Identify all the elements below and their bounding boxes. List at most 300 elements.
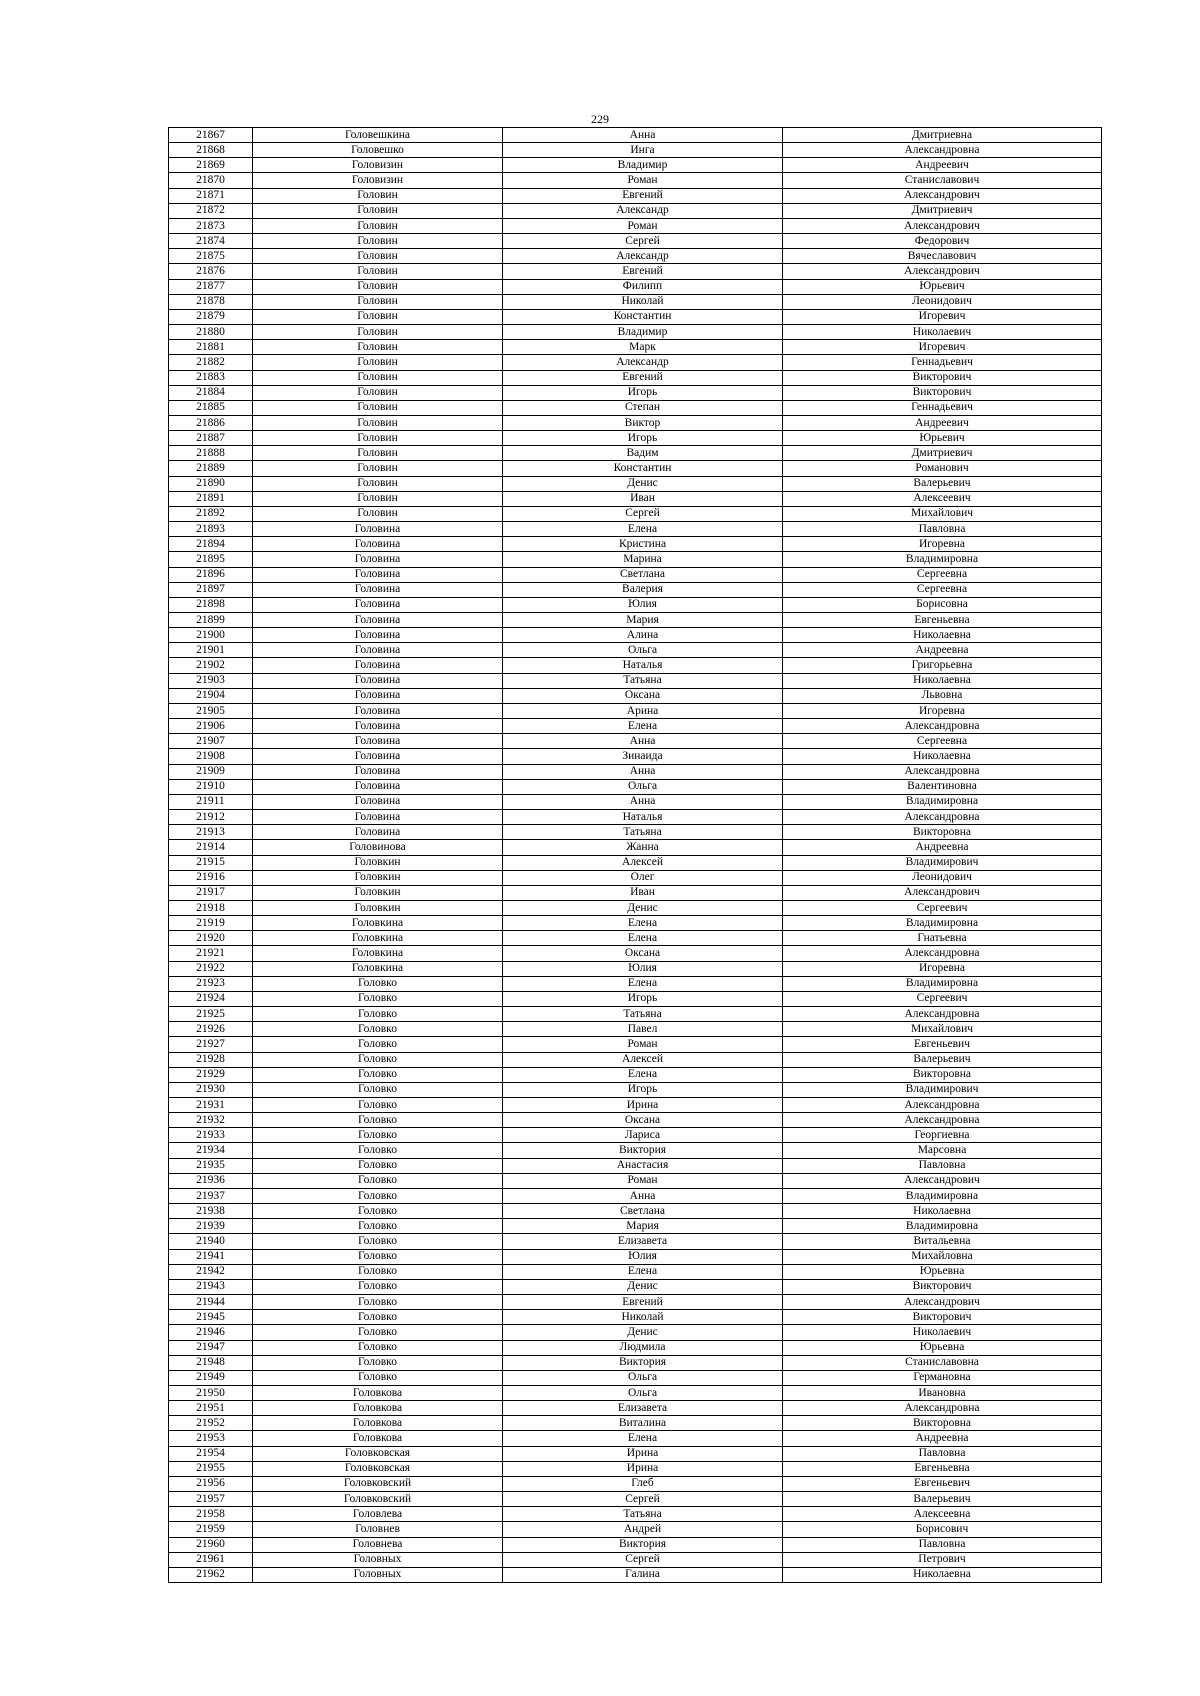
surname-cell: Головизин xyxy=(253,173,503,188)
first-name-cell: Мария xyxy=(503,1219,783,1234)
record-number-cell: 21936 xyxy=(169,1173,253,1188)
record-number-cell: 21948 xyxy=(169,1355,253,1370)
patronymic-cell: Львовна xyxy=(783,688,1102,703)
surname-cell: Головин xyxy=(253,415,503,430)
record-number-cell: 21876 xyxy=(169,264,253,279)
first-name-cell: Александр xyxy=(503,249,783,264)
patronymic-cell: Леонидович xyxy=(783,294,1102,309)
patronymic-cell: Александровна xyxy=(783,1113,1102,1128)
first-name-cell: Степан xyxy=(503,400,783,415)
table-row xyxy=(169,340,1102,355)
surname-cell: Головина xyxy=(253,537,503,552)
table-row xyxy=(169,840,1102,855)
first-name-cell: Оксана xyxy=(503,1113,783,1128)
first-name-cell: Алексей xyxy=(503,855,783,870)
patronymic-cell: Александрович xyxy=(783,1173,1102,1188)
record-number-cell: 21896 xyxy=(169,567,253,582)
record-number-cell: 21953 xyxy=(169,1431,253,1446)
table-row xyxy=(169,415,1102,430)
surname-cell: Головкова xyxy=(253,1401,503,1416)
record-number-cell: 21875 xyxy=(169,249,253,264)
record-number-cell: 21894 xyxy=(169,537,253,552)
first-name-cell: Юлия xyxy=(503,597,783,612)
record-number-cell: 21879 xyxy=(169,309,253,324)
patronymic-cell: Юрьевна xyxy=(783,1340,1102,1355)
patronymic-cell: Андреевич xyxy=(783,415,1102,430)
surname-cell: Головина xyxy=(253,582,503,597)
first-name-cell: Елена xyxy=(503,1067,783,1082)
surname-cell: Головко xyxy=(253,1234,503,1249)
patronymic-cell: Игоревна xyxy=(783,961,1102,976)
table-row xyxy=(169,491,1102,506)
surname-cell: Головко xyxy=(253,1067,503,1082)
record-number-cell: 21961 xyxy=(169,1552,253,1567)
record-number-cell: 21933 xyxy=(169,1128,253,1143)
surname-cell: Головковская xyxy=(253,1446,503,1461)
first-name-cell: Ольга xyxy=(503,779,783,794)
patronymic-cell: Гнатьевна xyxy=(783,931,1102,946)
surname-cell: Головина xyxy=(253,597,503,612)
patronymic-cell: Александровна xyxy=(783,1401,1102,1416)
surname-cell: Головкина xyxy=(253,916,503,931)
record-number-cell: 21935 xyxy=(169,1158,253,1173)
table-row xyxy=(169,582,1102,597)
surname-cell: Головко xyxy=(253,1158,503,1173)
record-number-cell: 21960 xyxy=(169,1537,253,1552)
first-name-cell: Анна xyxy=(503,794,783,809)
record-number-cell: 21932 xyxy=(169,1113,253,1128)
record-number-cell: 21899 xyxy=(169,613,253,628)
record-number-cell: 21868 xyxy=(169,143,253,158)
record-number-cell: 21904 xyxy=(169,688,253,703)
patronymic-cell: Павловна xyxy=(783,1537,1102,1552)
table-row xyxy=(169,203,1102,218)
table-row xyxy=(169,1401,1102,1416)
surname-cell: Головин xyxy=(253,431,503,446)
first-name-cell: Виктория xyxy=(503,1355,783,1370)
first-name-cell: Марина xyxy=(503,552,783,567)
surname-cell: Головнев xyxy=(253,1522,503,1537)
surname-cell: Головина xyxy=(253,764,503,779)
record-number-cell: 21917 xyxy=(169,885,253,900)
first-name-cell: Юлия xyxy=(503,1249,783,1264)
surname-cell: Головина xyxy=(253,749,503,764)
first-name-cell: Николай xyxy=(503,294,783,309)
first-name-cell: Ирина xyxy=(503,1098,783,1113)
surname-cell: Головина xyxy=(253,703,503,718)
surname-cell: Головин xyxy=(253,385,503,400)
surname-cell: Головкин xyxy=(253,900,503,915)
record-number-cell: 21937 xyxy=(169,1188,253,1203)
table-row xyxy=(169,173,1102,188)
surname-cell: Головных xyxy=(253,1567,503,1582)
first-name-cell: Николай xyxy=(503,1310,783,1325)
table-row xyxy=(169,567,1102,582)
patronymic-cell: Николаевна xyxy=(783,673,1102,688)
record-number-cell: 21922 xyxy=(169,961,253,976)
record-number-cell: 21884 xyxy=(169,385,253,400)
first-name-cell: Марк xyxy=(503,340,783,355)
record-number-cell: 21957 xyxy=(169,1492,253,1507)
table-row xyxy=(169,779,1102,794)
patronymic-cell: Юрьевич xyxy=(783,279,1102,294)
patronymic-cell: Александровна xyxy=(783,1007,1102,1022)
record-number-cell: 21903 xyxy=(169,673,253,688)
table-row xyxy=(169,1219,1102,1234)
surname-cell: Головко xyxy=(253,1340,503,1355)
surname-cell: Головина xyxy=(253,628,503,643)
table-row xyxy=(169,1416,1102,1431)
table-row xyxy=(169,628,1102,643)
first-name-cell: Олег xyxy=(503,870,783,885)
record-number-cell: 21924 xyxy=(169,991,253,1006)
patronymic-cell: Павловна xyxy=(783,522,1102,537)
patronymic-cell: Андреевна xyxy=(783,1431,1102,1446)
record-number-cell: 21927 xyxy=(169,1037,253,1052)
patronymic-cell: Сергеевна xyxy=(783,567,1102,582)
record-number-cell: 21951 xyxy=(169,1401,253,1416)
surname-cell: Головкина xyxy=(253,961,503,976)
first-name-cell: Иван xyxy=(503,885,783,900)
patronymic-cell: Витальевна xyxy=(783,1234,1102,1249)
record-number-cell: 21923 xyxy=(169,976,253,991)
patronymic-cell: Викторовна xyxy=(783,825,1102,840)
patronymic-cell: Федорович xyxy=(783,234,1102,249)
first-name-cell: Евгений xyxy=(503,370,783,385)
first-name-cell: Алексей xyxy=(503,1052,783,1067)
patronymic-cell: Валерьевич xyxy=(783,476,1102,491)
table-row xyxy=(169,476,1102,491)
surname-cell: Головко xyxy=(253,1082,503,1097)
table-row xyxy=(169,370,1102,385)
table-row xyxy=(169,294,1102,309)
patronymic-cell: Викторовна xyxy=(783,1416,1102,1431)
surname-cell: Головин xyxy=(253,461,503,476)
table-row xyxy=(169,1507,1102,1522)
record-number-cell: 21905 xyxy=(169,703,253,718)
table-row xyxy=(169,810,1102,825)
surname-cell: Головина xyxy=(253,825,503,840)
record-number-cell: 21883 xyxy=(169,370,253,385)
table-row xyxy=(169,1461,1102,1476)
record-number-cell: 21946 xyxy=(169,1325,253,1340)
table-row xyxy=(169,218,1102,233)
table-row xyxy=(169,658,1102,673)
patronymic-cell: Геннадьевич xyxy=(783,355,1102,370)
patronymic-cell: Дмитриевна xyxy=(783,128,1102,143)
record-number-cell: 21926 xyxy=(169,1022,253,1037)
patronymic-cell: Марсовна xyxy=(783,1143,1102,1158)
patronymic-cell: Викторовна xyxy=(783,1067,1102,1082)
table-row xyxy=(169,794,1102,809)
patronymic-cell: Борисовна xyxy=(783,597,1102,612)
table-row xyxy=(169,1022,1102,1037)
patronymic-cell: Владимировна xyxy=(783,1219,1102,1234)
patronymic-cell: Романович xyxy=(783,461,1102,476)
first-name-cell: Евгений xyxy=(503,1295,783,1310)
record-number-cell: 21921 xyxy=(169,946,253,961)
surname-cell: Головин xyxy=(253,249,503,264)
first-name-cell: Виктория xyxy=(503,1143,783,1158)
first-name-cell: Денис xyxy=(503,1279,783,1294)
record-number-cell: 21890 xyxy=(169,476,253,491)
patronymic-cell: Геннадьевич xyxy=(783,400,1102,415)
surname-cell: Головковская xyxy=(253,1461,503,1476)
register-table xyxy=(168,127,1102,1583)
surname-cell: Головин xyxy=(253,476,503,491)
record-number-cell: 21947 xyxy=(169,1340,253,1355)
patronymic-cell: Александровна xyxy=(783,764,1102,779)
record-number-cell: 21920 xyxy=(169,931,253,946)
patronymic-cell: Вячеславович xyxy=(783,249,1102,264)
first-name-cell: Виктория xyxy=(503,1537,783,1552)
first-name-cell: Александр xyxy=(503,355,783,370)
surname-cell: Головин xyxy=(253,491,503,506)
patronymic-cell: Александровна xyxy=(783,719,1102,734)
patronymic-cell: Сергеевич xyxy=(783,991,1102,1006)
patronymic-cell: Павловна xyxy=(783,1158,1102,1173)
record-number-cell: 21881 xyxy=(169,340,253,355)
first-name-cell: Татьяна xyxy=(503,673,783,688)
page-number: 229 xyxy=(591,112,609,126)
record-number-cell: 21872 xyxy=(169,203,253,218)
patronymic-cell: Александрович xyxy=(783,218,1102,233)
patronymic-cell: Владимирович xyxy=(783,855,1102,870)
record-number-cell: 21925 xyxy=(169,1007,253,1022)
first-name-cell: Татьяна xyxy=(503,1007,783,1022)
patronymic-cell: Николаевна xyxy=(783,749,1102,764)
patronymic-cell: Николаевич xyxy=(783,325,1102,340)
first-name-cell: Арина xyxy=(503,703,783,718)
patronymic-cell: Григорьевна xyxy=(783,658,1102,673)
table-row xyxy=(169,1173,1102,1188)
patronymic-cell: Игоревич xyxy=(783,340,1102,355)
patronymic-cell: Дмитриевич xyxy=(783,203,1102,218)
record-number-cell: 21897 xyxy=(169,582,253,597)
first-name-cell: Людмила xyxy=(503,1340,783,1355)
table-row xyxy=(169,1552,1102,1567)
record-number-cell: 21912 xyxy=(169,810,253,825)
first-name-cell: Елена xyxy=(503,1431,783,1446)
patronymic-cell: Михайлович xyxy=(783,1022,1102,1037)
record-number-cell: 21877 xyxy=(169,279,253,294)
table-row xyxy=(169,1037,1102,1052)
first-name-cell: Игорь xyxy=(503,1082,783,1097)
table-row xyxy=(169,1567,1102,1582)
first-name-cell: Роман xyxy=(503,1037,783,1052)
table-row xyxy=(169,900,1102,915)
surname-cell: Головко xyxy=(253,1098,503,1113)
table-row xyxy=(169,537,1102,552)
patronymic-cell: Николаевич xyxy=(783,1325,1102,1340)
first-name-cell: Владимир xyxy=(503,158,783,173)
table-row xyxy=(169,325,1102,340)
table-row xyxy=(169,506,1102,521)
patronymic-cell: Петрович xyxy=(783,1552,1102,1567)
first-name-cell: Роман xyxy=(503,173,783,188)
record-number-cell: 21918 xyxy=(169,900,253,915)
table-row xyxy=(169,128,1102,143)
table-row xyxy=(169,188,1102,203)
patronymic-cell: Павловна xyxy=(783,1446,1102,1461)
surname-cell: Головкина xyxy=(253,931,503,946)
surname-cell: Головко xyxy=(253,1113,503,1128)
first-name-cell: Зинаида xyxy=(503,749,783,764)
surname-cell: Головко xyxy=(253,1007,503,1022)
table-row xyxy=(169,1067,1102,1082)
patronymic-cell: Германовна xyxy=(783,1370,1102,1385)
surname-cell: Головко xyxy=(253,1204,503,1219)
record-number-cell: 21867 xyxy=(169,128,253,143)
patronymic-cell: Владимировна xyxy=(783,916,1102,931)
surname-cell: Головнева xyxy=(253,1537,503,1552)
surname-cell: Головина xyxy=(253,643,503,658)
surname-cell: Головковский xyxy=(253,1492,503,1507)
first-name-cell: Елена xyxy=(503,1264,783,1279)
surname-cell: Головин xyxy=(253,400,503,415)
table-row xyxy=(169,1052,1102,1067)
surname-cell: Головкова xyxy=(253,1431,503,1446)
record-number-cell: 21888 xyxy=(169,446,253,461)
surname-cell: Головин xyxy=(253,325,503,340)
surname-cell: Головизин xyxy=(253,158,503,173)
patronymic-cell: Евгеньевна xyxy=(783,613,1102,628)
record-number-cell: 21886 xyxy=(169,415,253,430)
table-row xyxy=(169,1340,1102,1355)
table-row xyxy=(169,1082,1102,1097)
patronymic-cell: Александрович xyxy=(783,885,1102,900)
table-row xyxy=(169,1522,1102,1537)
record-number-cell: 21962 xyxy=(169,1567,253,1582)
surname-cell: Головко xyxy=(253,1143,503,1158)
surname-cell: Головко xyxy=(253,1173,503,1188)
patronymic-cell: Николаевна xyxy=(783,1567,1102,1582)
record-number-cell: 21944 xyxy=(169,1295,253,1310)
first-name-cell: Константин xyxy=(503,461,783,476)
patronymic-cell: Сергеевна xyxy=(783,734,1102,749)
table-row xyxy=(169,703,1102,718)
table-row xyxy=(169,1158,1102,1173)
record-number-cell: 21898 xyxy=(169,597,253,612)
first-name-cell: Анна xyxy=(503,764,783,779)
record-number-cell: 21901 xyxy=(169,643,253,658)
patronymic-cell: Викторович xyxy=(783,385,1102,400)
patronymic-cell: Леонидович xyxy=(783,870,1102,885)
patronymic-cell: Борисович xyxy=(783,1522,1102,1537)
record-number-cell: 21910 xyxy=(169,779,253,794)
first-name-cell: Лариса xyxy=(503,1128,783,1143)
first-name-cell: Евгений xyxy=(503,188,783,203)
table-row xyxy=(169,976,1102,991)
patronymic-cell: Михайлович xyxy=(783,506,1102,521)
surname-cell: Головина xyxy=(253,779,503,794)
register-rows xyxy=(169,128,1102,1583)
patronymic-cell: Викторович xyxy=(783,370,1102,385)
table-row xyxy=(169,1204,1102,1219)
patronymic-cell: Викторович xyxy=(783,1310,1102,1325)
table-row xyxy=(169,400,1102,415)
table-row xyxy=(169,309,1102,324)
surname-cell: Головко xyxy=(253,1310,503,1325)
record-number-cell: 21882 xyxy=(169,355,253,370)
table-row xyxy=(169,764,1102,779)
first-name-cell: Татьяна xyxy=(503,1507,783,1522)
first-name-cell: Елена xyxy=(503,931,783,946)
surname-cell: Головин xyxy=(253,446,503,461)
first-name-cell: Андрей xyxy=(503,1522,783,1537)
surname-cell: Головкина xyxy=(253,946,503,961)
patronymic-cell: Станиславовна xyxy=(783,1355,1102,1370)
table-row xyxy=(169,719,1102,734)
patronymic-cell: Николаевна xyxy=(783,628,1102,643)
first-name-cell: Мария xyxy=(503,613,783,628)
first-name-cell: Вадим xyxy=(503,446,783,461)
surname-cell: Головин xyxy=(253,355,503,370)
first-name-cell: Инга xyxy=(503,143,783,158)
patronymic-cell: Николаевна xyxy=(783,1204,1102,1219)
surname-cell: Головин xyxy=(253,218,503,233)
table-row xyxy=(169,916,1102,931)
surname-cell: Головко xyxy=(253,1264,503,1279)
patronymic-cell: Юрьевич xyxy=(783,431,1102,446)
table-row xyxy=(169,431,1102,446)
surname-cell: Головлева xyxy=(253,1507,503,1522)
patronymic-cell: Евгеньевич xyxy=(783,1476,1102,1491)
first-name-cell: Александр xyxy=(503,203,783,218)
patronymic-cell: Александрович xyxy=(783,188,1102,203)
first-name-cell: Елена xyxy=(503,976,783,991)
patronymic-cell: Валерьевич xyxy=(783,1492,1102,1507)
record-number-cell: 21911 xyxy=(169,794,253,809)
surname-cell: Головин xyxy=(253,340,503,355)
table-row xyxy=(169,1370,1102,1385)
first-name-cell: Роман xyxy=(503,1173,783,1188)
record-number-cell: 21952 xyxy=(169,1416,253,1431)
first-name-cell: Ирина xyxy=(503,1461,783,1476)
record-number-cell: 21958 xyxy=(169,1507,253,1522)
surname-cell: Головина xyxy=(253,658,503,673)
first-name-cell: Виталина xyxy=(503,1416,783,1431)
first-name-cell: Елена xyxy=(503,522,783,537)
surname-cell: Головин xyxy=(253,309,503,324)
table-row xyxy=(169,385,1102,400)
table-row xyxy=(169,597,1102,612)
surname-cell: Головин xyxy=(253,234,503,249)
table-row xyxy=(169,1007,1102,1022)
patronymic-cell: Станиславович xyxy=(783,173,1102,188)
table-row xyxy=(169,870,1102,885)
record-number-cell: 21870 xyxy=(169,173,253,188)
patronymic-cell: Александровна xyxy=(783,143,1102,158)
first-name-cell: Иван xyxy=(503,491,783,506)
first-name-cell: Анна xyxy=(503,128,783,143)
table-row xyxy=(169,1295,1102,1310)
record-number-cell: 21889 xyxy=(169,461,253,476)
first-name-cell: Наталья xyxy=(503,810,783,825)
record-number-cell: 21880 xyxy=(169,325,253,340)
first-name-cell: Роман xyxy=(503,218,783,233)
table-row xyxy=(169,1098,1102,1113)
surname-cell: Головкин xyxy=(253,870,503,885)
record-number-cell: 21906 xyxy=(169,719,253,734)
surname-cell: Головко xyxy=(253,1295,503,1310)
patronymic-cell: Игоревич xyxy=(783,309,1102,324)
first-name-cell: Татьяна xyxy=(503,825,783,840)
table-row xyxy=(169,688,1102,703)
record-number-cell: 21930 xyxy=(169,1082,253,1097)
record-number-cell: 21913 xyxy=(169,825,253,840)
first-name-cell: Ольга xyxy=(503,1370,783,1385)
